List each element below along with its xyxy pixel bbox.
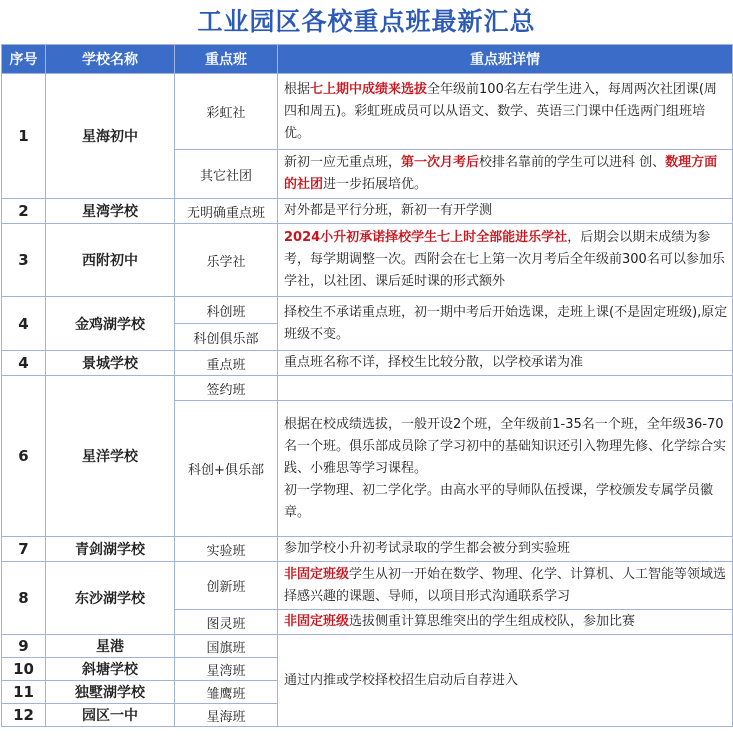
- header-no: 序号: [2, 45, 46, 74]
- school-name: 斜塘学校: [46, 658, 175, 681]
- school-name: 西附初中: [46, 224, 175, 297]
- row-number: 10: [2, 658, 46, 681]
- table-header-row: [2, 45, 733, 74]
- class-name: 无明确重点班: [175, 199, 278, 224]
- school-name: 星湾学校: [46, 199, 175, 224]
- detail-text: 新初一应无重点班，: [284, 155, 402, 170]
- class-name: 创新班: [175, 562, 278, 610]
- table-row: [2, 376, 733, 401]
- class-name: 其它社团: [175, 150, 278, 199]
- class-detail: [278, 610, 733, 635]
- table-row: [2, 562, 733, 610]
- row-number: 2: [2, 199, 46, 224]
- school-name: 东沙湖学校: [46, 562, 175, 635]
- class-detail: [278, 401, 733, 537]
- class-detail: 参加学校小升初考试录取的学生都会被分到实验班: [278, 537, 733, 562]
- class-name: 科创班: [175, 297, 278, 324]
- row-number: 4: [2, 297, 46, 351]
- detail-text: 校排名靠前的学生可以进科 创、: [479, 155, 666, 170]
- header-school: 学校名称: [46, 45, 175, 74]
- detail-text: 初一学物理、初二学化学。由高水平的导师队伍授课，学校颁发专属学员徽章。: [284, 482, 714, 520]
- class-name: 实验班: [175, 537, 278, 562]
- detail-highlight: 第一次月考后: [401, 155, 480, 170]
- class-name: 星湾班: [175, 658, 278, 681]
- class-name: 重点班: [175, 351, 278, 376]
- table-row: [2, 224, 733, 297]
- table-row: [2, 74, 733, 150]
- detail-text: ，后期会以期末成绩为参考，每学期调整一次。西附会在七上第一次月考后全年级前300名可以参加乐学社，以社团、课后延时课的形式额外: [284, 230, 725, 289]
- school-name: 金鸡湖学校: [46, 297, 175, 351]
- summary-table: [1, 44, 733, 727]
- class-detail: 择校生不承诺重点班，初一期中考后开始选课，走班上课(不是固定班级),原定班级不变。: [278, 297, 733, 351]
- class-name: 科创俱乐部: [175, 324, 278, 351]
- class-detail: 重点班名称不详，择校生比较分散，以学校承诺为准: [278, 351, 733, 376]
- class-detail: [278, 562, 733, 610]
- detail-text: 进一步拓展培优。: [323, 177, 428, 192]
- table-row: [2, 635, 733, 658]
- detail-text: 学生从初一开始在数学、物理、化学、计算机、人工智能等领域选择感兴趣的课题、导师，以项目形式沟通联系学习: [284, 566, 727, 604]
- table-row: [2, 297, 733, 324]
- school-name: 景城学校: [46, 351, 175, 376]
- row-number: 8: [2, 562, 46, 635]
- detail-highlight: 非固定班级: [284, 566, 350, 582]
- class-name: 国旗班: [175, 635, 278, 658]
- class-detail: [278, 376, 733, 401]
- row-number: 9: [2, 635, 46, 658]
- detail-highlight: 七上期中成绩来选拔: [310, 81, 428, 97]
- table-row: [2, 537, 733, 562]
- class-name: 乐学社: [175, 224, 278, 297]
- class-detail: [278, 224, 733, 297]
- detail-text: 根据: [284, 81, 311, 97]
- class-detail: 通过内推或学校择校招生启动后自荐进入: [278, 635, 733, 727]
- detail-text: 全年级前100名左右学生进入，每周两次社团课(周四和周五)。彩虹班成员可以从语文、数学、英语三门课中任选两门组班培优。: [284, 81, 717, 141]
- header-detail: 重点班详情: [278, 45, 733, 74]
- detail-highlight: 2024小升初承诺择校学生七上时全部能进乐学社: [284, 230, 568, 245]
- page-title: 工业园区各校重点班最新汇总: [197, 7, 536, 36]
- row-number: 3: [2, 224, 46, 297]
- class-name: 科创+俱乐部: [175, 401, 278, 537]
- class-name: 星海班: [175, 704, 278, 727]
- school-name: 星海初中: [46, 74, 175, 199]
- row-number: 12: [2, 704, 46, 727]
- row-number: 6: [2, 376, 46, 537]
- detail-text: 选拔侧重计算思维突出的学生组成校队，参加比赛: [349, 614, 636, 629]
- class-detail: [278, 150, 733, 199]
- detail-highlight: 非固定班级: [284, 614, 350, 629]
- class-name: 雏鹰班: [175, 681, 278, 704]
- table-row: [2, 351, 733, 376]
- school-name: 独墅湖学校: [46, 681, 175, 704]
- detail-highlight: 数理方面的社团: [284, 155, 718, 192]
- row-number: 4: [2, 351, 46, 376]
- class-detail: [278, 74, 733, 150]
- row-number: 7: [2, 537, 46, 562]
- row-number: 11: [2, 681, 46, 704]
- school-name: 园区一中: [46, 704, 175, 727]
- class-name: 签约班: [175, 376, 278, 401]
- school-name: 星洋学校: [46, 376, 175, 537]
- table-row: [2, 199, 733, 224]
- school-name: 青剑湖学校: [46, 537, 175, 562]
- detail-text: 根据在校成绩选拔，一般开设2个班，全年级前1-35名一个班，全年级36-70名一个班。俱乐部成员除了学习初中的基础知识还引入物理先修、化学综合实践、小雅思等学习课程。: [284, 416, 727, 476]
- header-class: 重点班: [175, 45, 278, 74]
- class-detail: 对外都是平行分班，新初一有开学测: [278, 199, 733, 224]
- row-number: 1: [2, 74, 46, 199]
- school-name: 星港: [46, 635, 175, 658]
- class-name: 彩虹社: [175, 74, 278, 150]
- class-name: 图灵班: [175, 610, 278, 635]
